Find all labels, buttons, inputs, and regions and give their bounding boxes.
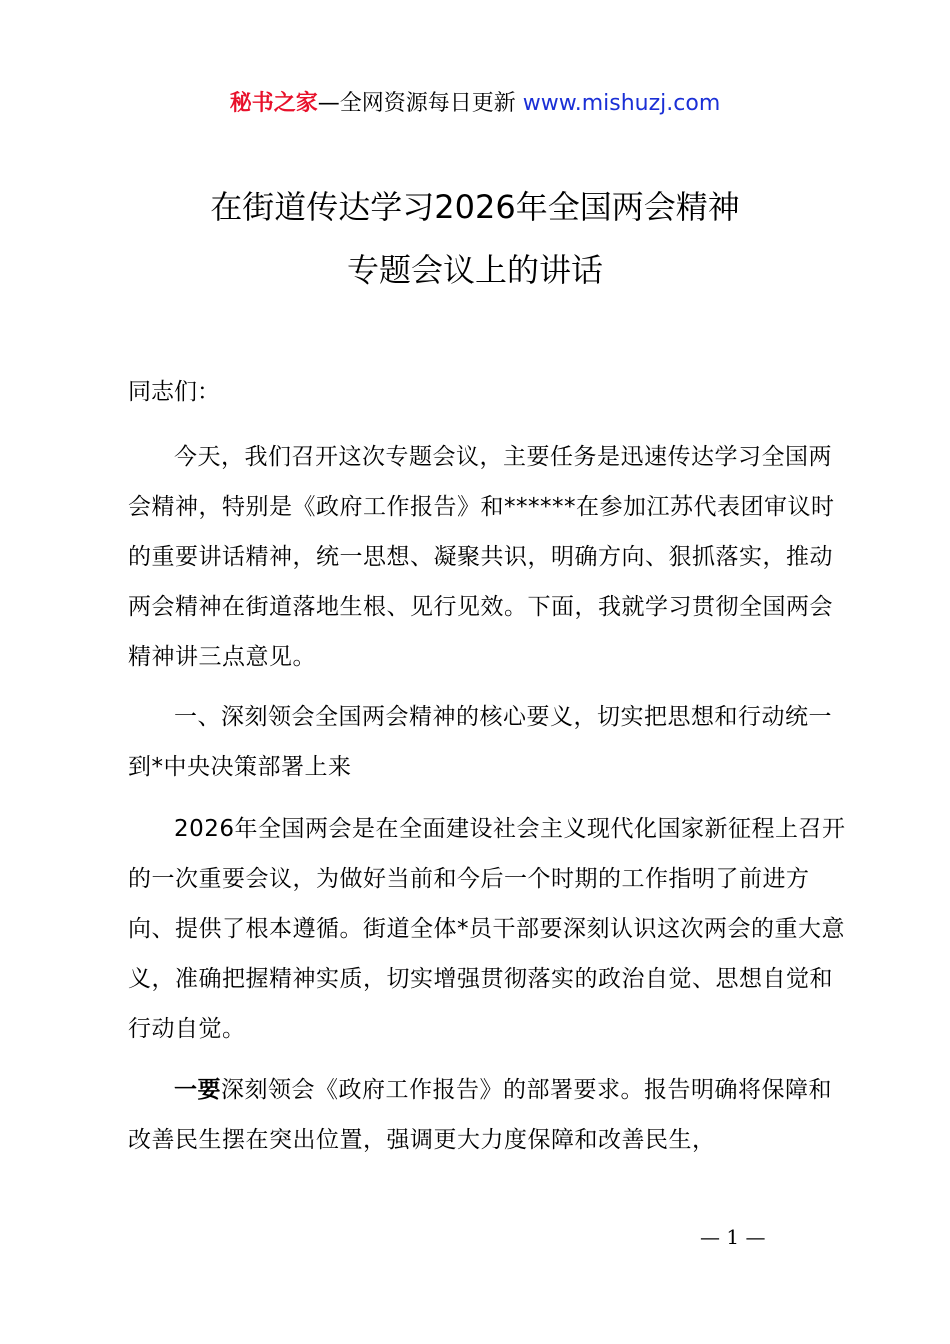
point-1-lead: 一要: [174, 1077, 221, 1103]
background-paragraph: 2026年全国两会是在全面建设社会主义现代化国家新征程上召开的一次重要会议，为做好当前和今后一个时期的工作指明了前进方向、提供了根本遵循。街道全体*员干部要深刻认识这次两会的重大意义，准确把握精神实质，切实增强贯彻落实的政治自觉、思想自觉和行动自觉。: [128, 816, 846, 1042]
document-title-line-1: 在街道传达学习2026年全国两会精神: [210, 188, 740, 226]
point-1-text: 深刻领会《政府工作报告》的部署要求。报告明确将保障和改善民生摆在突出位置，强调更大力度保障和改善民生，: [128, 1077, 832, 1153]
section-heading-1: 一、深刻领会全国两会精神的核心要义，切实把思想和行动统一到*中央决策部署上来: [128, 704, 832, 780]
brand-name: 秘书之家: [229, 91, 318, 116]
salutation: 同志们：: [128, 379, 220, 405]
page-number: — 1 —: [700, 1225, 766, 1249]
document-title-line-2: 专题会议上的讲话: [346, 251, 603, 289]
site-url-link[interactable]: www.mishuzj.com: [522, 91, 721, 116]
brand-slogan: —全网资源每日更新: [317, 91, 516, 116]
site-banner: [0, 88, 950, 120]
intro-paragraph: 今天，我们召开这次专题会议，主要任务是迅速传达学习全国两会精神，特别是《政府工作报告》和******在参加江苏代表团审议时的重要讲话精神，统一思想、凝聚共识，明确方向、狠抓落实，推动两会精神在街道落地生根、见行见效。下面，我就学习贯彻全国两会精神讲三点意见。: [128, 444, 835, 670]
point-1-paragraph: [128, 1065, 848, 1165]
